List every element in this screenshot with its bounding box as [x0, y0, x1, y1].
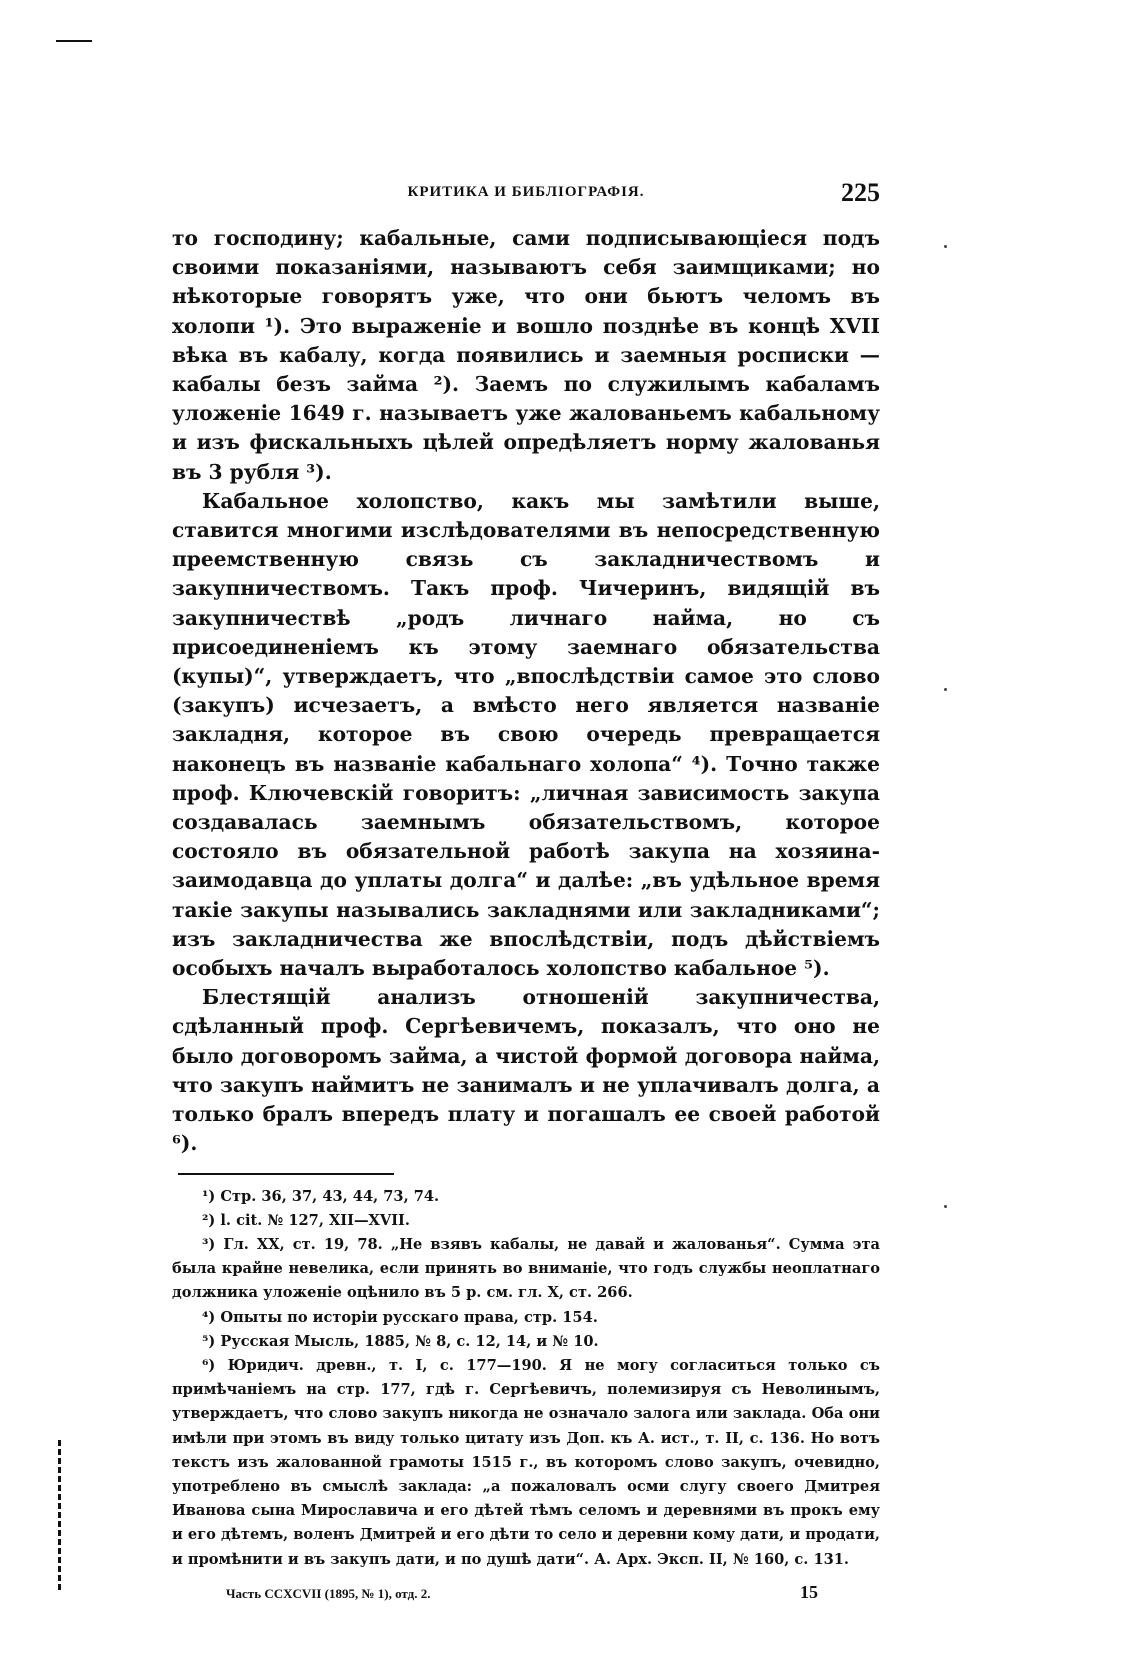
footnote: ⁴) Опыты по исторіи русскаго права, стр. 154.: [202, 1308, 598, 1326]
footnotes: [172, 1185, 880, 1572]
scan-binding-mark: [58, 1440, 61, 1590]
footnote: ¹) Стр. 36, 37, 43, 44, 73, 74.: [202, 1187, 440, 1205]
footnote: ⁵) Русская Мысль, 1885, № 8, с. 12, 14, и № 10.: [202, 1332, 599, 1350]
sheet-number: 15: [800, 1581, 818, 1602]
main-text: [172, 224, 880, 1159]
footnote: ⁶) Юридич. древн., т. I, с. 177—190. Я не могу согласиться только съ примѣчаніемъ на стр. 177, гдѣ г. Сергѣевичъ, полемизируя съ Неволинымъ, утверждаетъ, что слово закупъ никогда не означало залога или заклада. Оба они имѣли при этомъ въ виду только цитату изъ Доп. къ А. ист., т. II, с. 136. Но вотъ текстъ изъ жалованной грамоты 1515 г., въ которомъ слово закупъ, очевидно, употреблено въ смыслѣ заклада: „а пожаловалъ осми слугу своего Дмитрея Иванова сына Мирославича и его дѣтей тѣмъ селомъ и деревнями въ прокъ ему и его дѣтемъ, воленъ Дмитрей и его дѣти то село и деревни кому дати, и продати, и промѣнити и въ закупъ дати, и по душѣ дати“. А. Арх. Эксп. II, № 160, с. 131.: [172, 1356, 881, 1568]
scan-speck: [944, 245, 947, 248]
running-head: КРИТИКА И БИБЛІОГРАФІЯ.: [407, 184, 645, 200]
printer-signature: Часть CCXCVII (1895, № 1), отд. 2.: [226, 1585, 431, 1601]
footnote-rule: [178, 1173, 394, 1175]
scan-edge-mark: [56, 40, 92, 42]
page-number: 225: [841, 178, 880, 207]
book-page: [172, 178, 880, 1610]
page-header: [172, 178, 880, 224]
scan-speck: [944, 688, 947, 691]
footnote: ²) l. cit. № 127, XII—XVII.: [202, 1211, 410, 1229]
paragraph: Блестящій анализъ отношеній закупничества, сдѣланный проф. Сергѣевичемъ, показалъ, что оно не было договоромъ займа, а чистой формой договора найма, что закупъ наймитъ не занималъ и не уплачивалъ долга, а только бралъ впередъ плату и погашалъ ее своей работой ⁶).: [172, 985, 880, 1156]
paragraph: Кабальное холопство, какъ мы замѣтили выше, ставится многими изслѣдователями въ непосредственную преемственную связь съ закладничествомъ и закупничествомъ. Такъ проф. Чичеринъ, видящій въ закупничествѣ „родъ личнаго найма, но съ присоединеніемъ къ этому заемнаго обязательства (купы)“, утверждаетъ, что „впослѣдствіи самое это слово (закупъ) исчезаетъ, а вмѣсто него является названіе закладня, которое въ свою очередь превращается наконецъ въ названіе кабальнаго холопа“ ⁴). Точно также проф. Ключевскій говоритъ: „личная зависимость закупа создавалась заемнымъ обязательствомъ, которое состояло въ обязательной работѣ закупа на хозяина-заимодавца до уплаты долга“ и далѣе: „въ удѣльное время такіе закупы назывались закладнями или закладниками“; изъ закладничества же впослѣдствіи, подъ дѣйствіемъ особыхъ началъ выработалось холопство кабальное ⁵).: [172, 488, 880, 981]
paragraph: то господину; кабальные, сами подписывающіеся подъ своими показаніями, называютъ себя заимщиками; но нѣкоторые говорятъ уже, что они бьютъ челомъ въ холопи ¹). Это выраженіе и вошло позднѣе въ концѣ XVII вѣка въ кабалу, когда появились и заемныя росписки — кабалы безъ займа ²). Заемъ по служилымъ кабаламъ уложеніе 1649 г. называетъ уже жалованьемъ кабальному и изъ фискальныхъ цѣлей опредѣляетъ норму жалованья въ 3 рубля ³).: [172, 226, 880, 484]
footnote: ³) Гл. XX, ст. 19, 78. „Не взявъ кабалы, не давай и жалованья“. Сумма эта была крайне невелика, если принять во вниманіе, что годъ службы неоплатнаго должника уложеніе оцѣнило въ 5 р. см. гл. X, ст. 266.: [172, 1235, 880, 1302]
page-footer: [172, 1581, 880, 1610]
scan-speck: [944, 1205, 947, 1208]
